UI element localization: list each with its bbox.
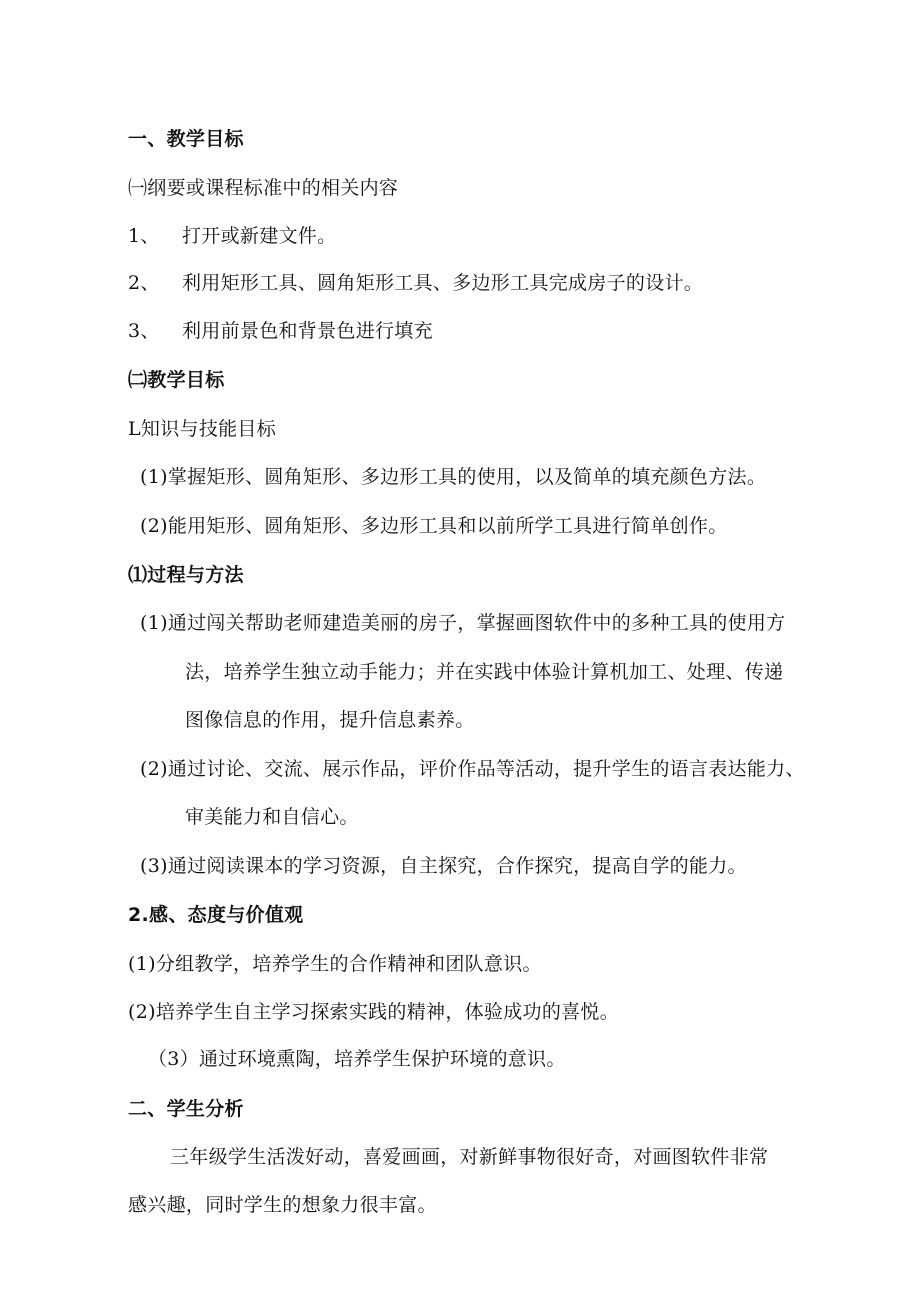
list-item-number: 2、 — [128, 272, 160, 294]
paragraph-line: 审美能力和自信心。 — [185, 806, 359, 828]
paragraph-line: 感兴趣，同时学生的想象力很丰富。 — [128, 1194, 437, 1216]
list-item-text: 打开或新建文件。 — [182, 225, 337, 247]
paragraph-line: (1)通过闯关帮助老师建造美丽的房子，掌握画图软件中的多种工具的使用方 — [140, 612, 786, 634]
subheading-curriculum-content: ㈠纲要或课程标准中的相关内容 — [128, 177, 399, 199]
subheading-process-method: ⑴过程与方法 — [128, 564, 244, 586]
subheading-teaching-goals: ㈡教学目标 — [128, 369, 225, 391]
paragraph-line: 法，培养学生独立动手能力；并在实践中体验计算机加工、处理、传递 — [185, 661, 784, 683]
list-item-text: 利用矩形工具、圆角矩形工具、多边形工具完成房子的设计。 — [182, 272, 704, 294]
paragraph-line: (2)通过讨论、交流、展示作品，评价作品等活动，提升学生的语言表达能力、 — [140, 758, 805, 780]
list-item: (1)分组教学，培养学生的合作精神和团队意识。 — [128, 953, 542, 975]
list-item: (2)能用矩形、圆角矩形、多边形工具和以前所学工具进行简单创作。 — [140, 515, 728, 537]
list-item — [128, 271, 703, 295]
list-item: (3)通过阅读课本的学习资源，自主探究，合作探究，提高自学的能力。 — [140, 855, 747, 877]
list-item-text: 利用前景色和背景色进行填充 — [182, 320, 433, 342]
list-item — [128, 319, 433, 343]
subheading-knowledge-skills: L知识与技能目标 — [128, 418, 277, 440]
list-item: (2)培养学生自主学习探索实践的精神，体验成功的喜悦。 — [128, 1001, 620, 1023]
list-item-number: 3、 — [128, 320, 160, 342]
list-item: (1)掌握矩形、圆角矩形、多边形工具的使用，以及简单的填充颜色方法。 — [140, 466, 767, 488]
list-item-number: 1、 — [128, 225, 160, 247]
paragraph-line: 三年级学生活泼好动，喜爱画画，对新鲜事物很好奇，对画图软件非常 — [170, 1146, 769, 1168]
section-heading-teaching-goals: 一、教学目标 — [128, 128, 244, 150]
subheading-attitude-values: 2.感、态度与价值观 — [128, 904, 304, 926]
list-item — [128, 224, 336, 248]
section-heading-student-analysis: 二、学生分析 — [128, 1098, 244, 1120]
list-item: （3）通过环境熏陶，培养学生保护环境的意识。 — [148, 1048, 566, 1070]
paragraph-line: 图像信息的作用，提升信息素养。 — [185, 709, 475, 731]
